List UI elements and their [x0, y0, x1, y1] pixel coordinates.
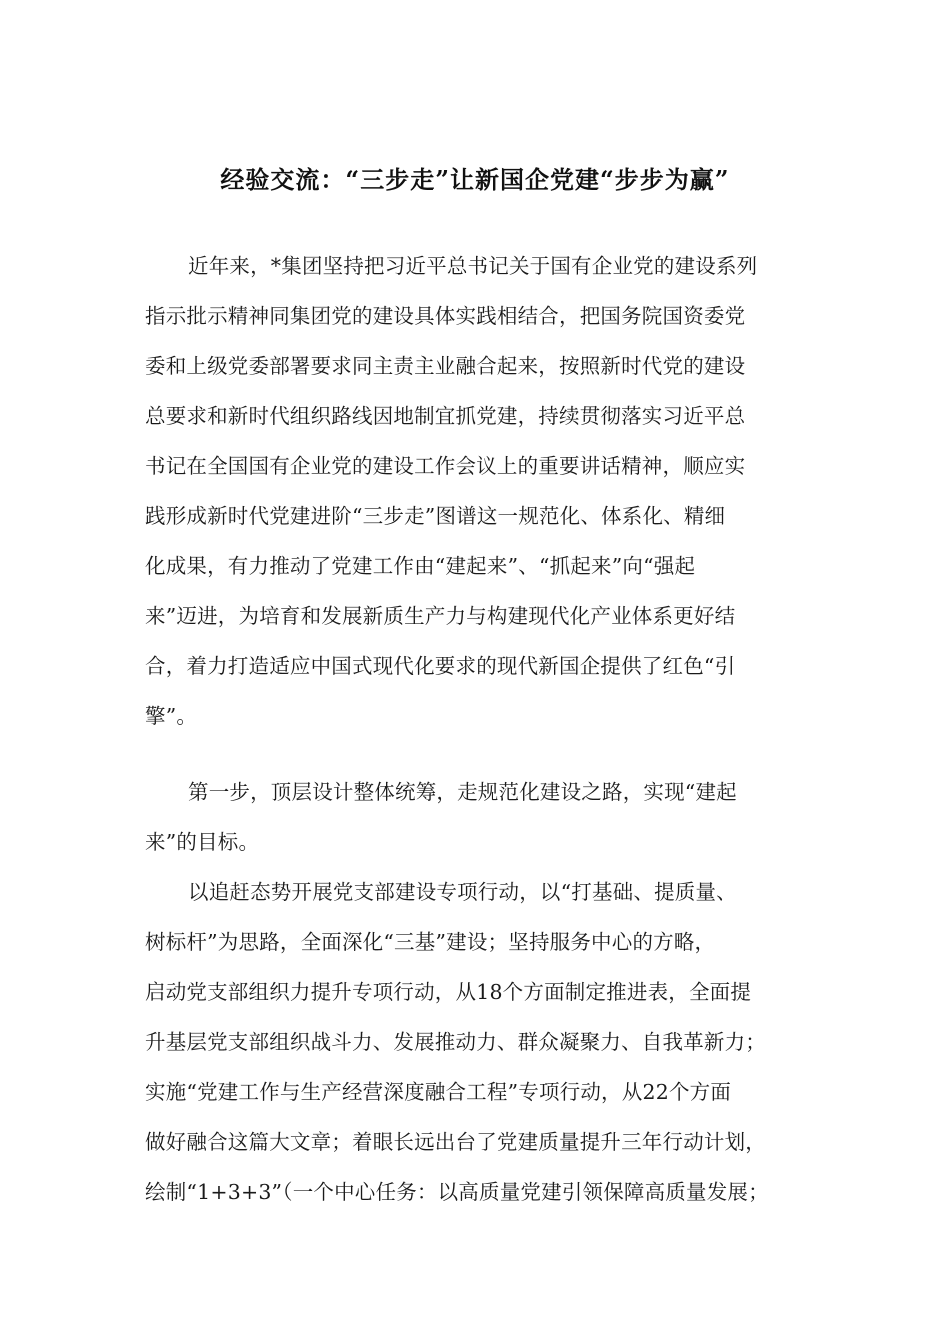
paragraph-line: 以追赶态势开展党支部建设专项行动，以“打基础、提质量、	[188, 880, 737, 904]
paragraph-line: 践形成新时代党建进阶“三步走”图谱这一规范化、体系化、精细	[145, 504, 726, 528]
paragraph-line: 书记在全国国有企业党的建设工作会议上的重要讲话精神，顺应实	[145, 454, 746, 478]
paragraph-line: 指示批示精神同集团党的建设具体实践相结合，把国务院国资委党	[145, 304, 746, 328]
paragraph-line: 近年来，*集团坚持把习近平总书记关于国有企业党的建设系列	[188, 254, 758, 278]
paragraph-line: 委和上级党委部署要求同主责主业融合起来，按照新时代党的建设	[145, 354, 746, 378]
paragraph-line: 化成果，有力推动了党建工作由“建起来”、“抓起来”向“强起	[145, 554, 696, 578]
document-title: 经验交流：“三步走”让新国企党建“步步为赢”	[220, 165, 730, 194]
paragraph-line: 擎”。	[145, 704, 198, 728]
paragraph-line: 实施“党建工作与生产经营深度融合工程”专项行动，从22个方面	[145, 1080, 732, 1104]
paragraph-line: 来”的目标。	[145, 830, 260, 854]
paragraph-line: 做好融合这篇大文章；着眼长远出台了党建质量提升三年行动计划，	[145, 1130, 766, 1154]
paragraph-line: 升基层党支部组织战斗力、发展推动力、群众凝聚力、自我革新力；	[145, 1030, 766, 1054]
paragraph-line: 合，着力打造适应中国式现代化要求的现代新国企提供了红色“引	[145, 654, 736, 678]
paragraph-line: 来”迈进，为培育和发展新质生产力与构建现代化产业体系更好结	[145, 604, 736, 628]
paragraph-line: 绘制“1+3+3”（一个中心任务：以高质量党建引领保障高质量发展；	[145, 1180, 769, 1204]
paragraph-line: 第一步，顶层设计整体统筹，走规范化建设之路，实现“建起	[188, 780, 737, 804]
paragraph-line: 总要求和新时代组织路线因地制宜抓党建，持续贯彻落实习近平总	[145, 404, 746, 428]
paragraph-line: 启动党支部组织力提升专项行动，从18个方面制定推进表，全面提	[145, 980, 752, 1004]
paragraph-line: 树标杆”为思路，全面深化“三基”建设；坚持服务中心的方略，	[145, 930, 716, 954]
